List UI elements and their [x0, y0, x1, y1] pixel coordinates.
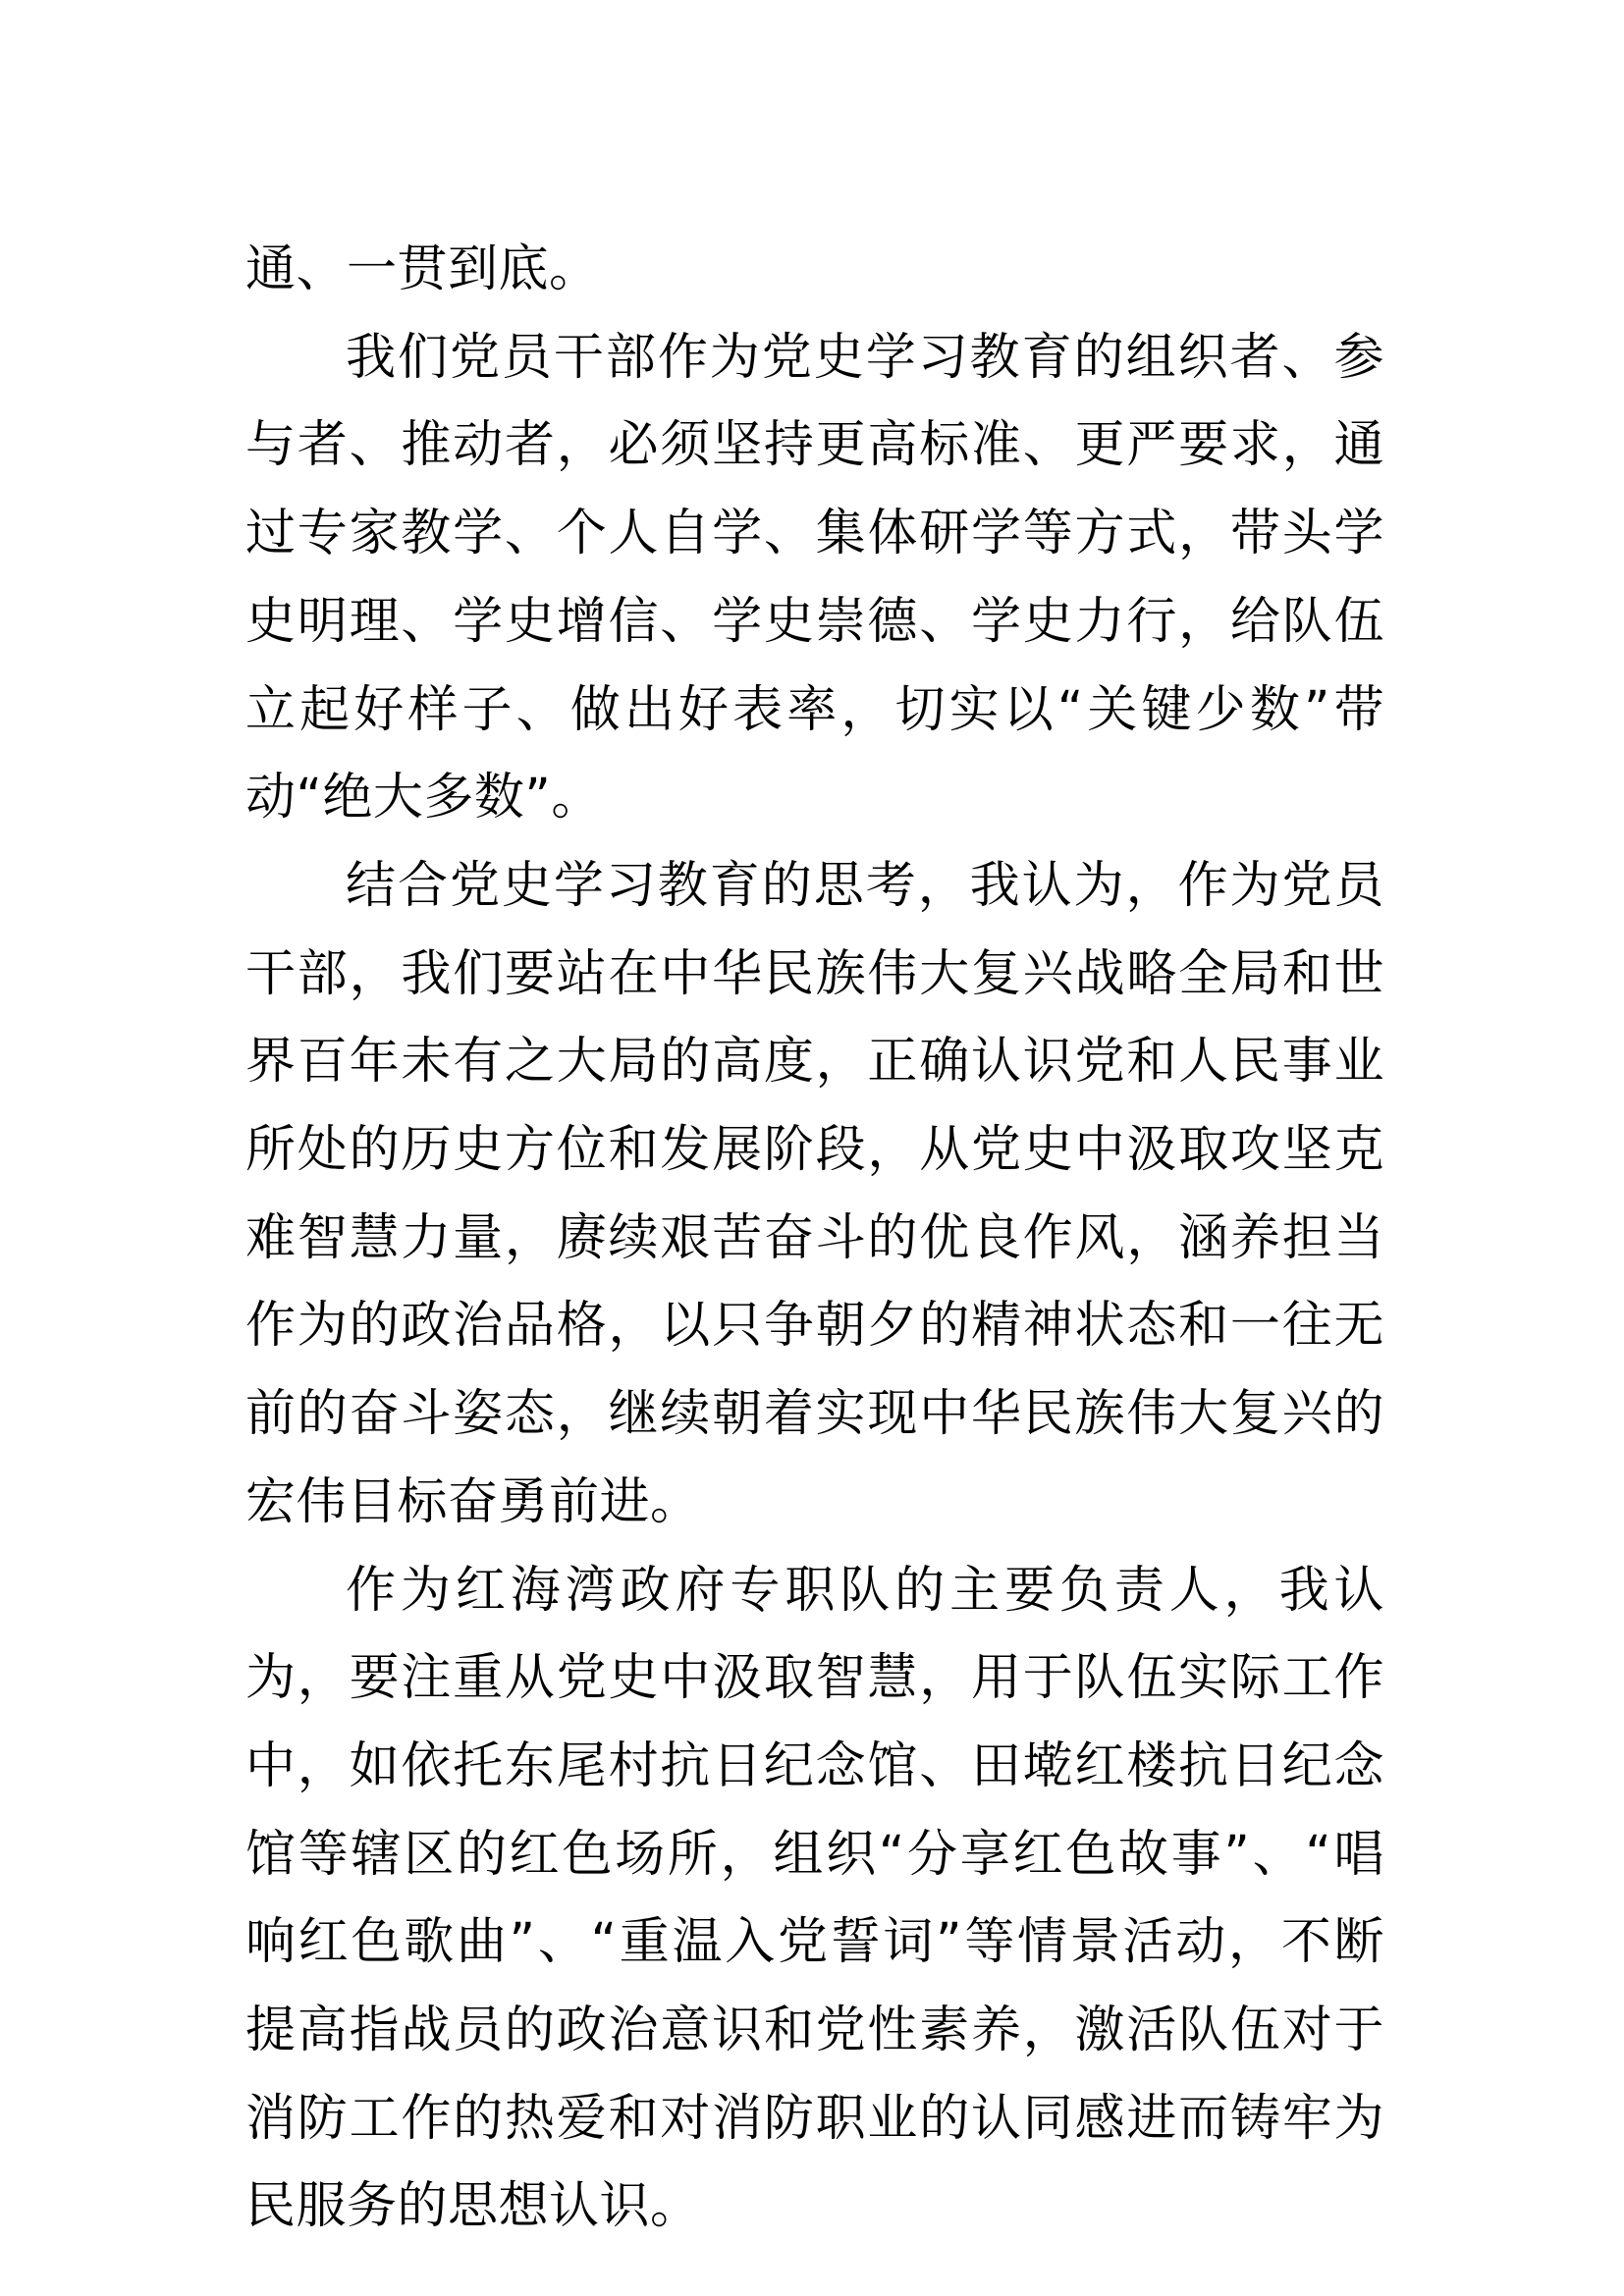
document-body [245, 226, 1384, 2251]
paragraph-party-cadres: 我们党员干部作为党史学习教育的组织者、参与者、推动者，必须坚持更高标准、更严要求，通过专家教学、个人自学、集体研学等方式，带头学史明理、学史增信、学史崇德、学史力行，给队伍立起好样子、做出好表率，切实以“关键少数”带动“绝大多数”。 [245, 328, 1384, 828]
paragraph-continuation: 通、一贯到底。 [245, 240, 600, 298]
paragraph-reflection: 结合党史学习教育的思考，我认为，作为党员干部，我们要站在中华民族伟大复兴战略全局和世界百年未有之大局的高度，正确认识党和人民事业所处的历史方位和发展阶段，从党史中汲取攻坚克难智慧力量，赓续艰苦奋斗的优良作风，涵养担当作为的政治品格，以只争朝夕的精神状态和一往无前的奋斗姿态，继续朝着实现中华民族伟大复兴的宏伟目标奋勇前进。 [245, 856, 1384, 1531]
paragraph-fire-team: 作为红海湾政府专职队的主要负责人，我认为，要注重从党史中汲取智慧，用于队伍实际工作中，如依托东尾村抗日纪念馆、田墘红楼抗日纪念馆等辖区的红色场所，组织“分享红色故事”、“唱响红色歌曲”、“重温入党誓词”等情景活动，不断提高指战员的政治意识和党性素养，激活队伍对于消防工作的热爱和对消防职业的认同感进而铸牢为民服务的思想认识。 [245, 1561, 1384, 2236]
